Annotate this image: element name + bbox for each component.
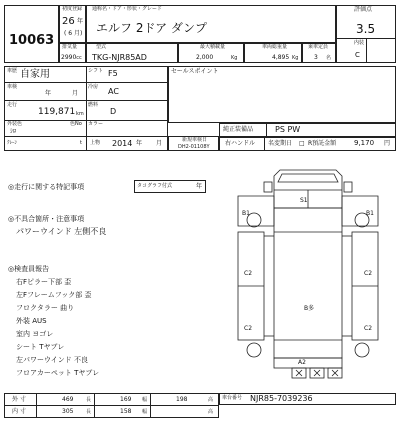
year-value: 26 xyxy=(62,16,75,27)
damage-label: C2 xyxy=(364,270,373,277)
year-unit: 年 xyxy=(77,18,84,25)
gross-weight-value: 4,895 xyxy=(272,54,290,61)
mileage-unit: km xyxy=(76,111,84,117)
inspection-year: 年 xyxy=(45,90,52,97)
lift-year-unit: 年 xyxy=(136,140,143,147)
fuel-value: D xyxy=(110,107,117,116)
capacity-unit: 名 xyxy=(326,55,332,61)
inspect-item: 左パワーウインド 不良 xyxy=(16,356,89,364)
exhaust-value: 2990 xyxy=(61,54,77,61)
outer-width-unit: 幅 xyxy=(142,397,148,403)
damage-label: C2 xyxy=(244,325,253,332)
equip-label: 純正装備品 xyxy=(223,126,254,133)
inspect-item: 外装 AUS xyxy=(16,317,47,325)
inspect-item: 左Fフレームフック部 歪 xyxy=(16,291,92,299)
capacity-label: 乗車定員 xyxy=(308,44,329,50)
color-label: 外装色 xyxy=(7,121,23,127)
color-code-label: 色No xyxy=(70,121,82,127)
recycle-value: 9,170 xyxy=(354,139,375,147)
capacity-value: 3 xyxy=(314,54,318,61)
tacho-label: タコグラフ付式 xyxy=(137,183,173,189)
ac-value: AC xyxy=(108,87,119,96)
defect-item: パワーウインド 左側不良 xyxy=(16,227,107,236)
windshield xyxy=(278,174,338,182)
crane-label: ｸﾚｰﾝ xyxy=(7,140,18,146)
vehicle-diagram xyxy=(218,160,398,390)
outer-height: 198 xyxy=(176,396,188,403)
color-name: ｼﾛ xyxy=(10,128,17,135)
outer-length: 469 xyxy=(62,396,74,403)
lift-month-unit: 月 xyxy=(156,140,163,147)
inner-length-unit: 長 xyxy=(86,409,92,415)
lift-year-label: 上物 xyxy=(90,140,101,146)
exhaust-value-wrap xyxy=(61,55,82,61)
inspection-label: 車検 xyxy=(7,84,18,90)
chassis-label: 車台番号 xyxy=(222,395,243,401)
outer-length-unit: 長 xyxy=(86,397,92,403)
doc-label: 名変期日 xyxy=(268,140,293,147)
inner-width: 158 xyxy=(120,408,132,415)
month-value: 6 xyxy=(68,30,73,37)
defect-title: ◎不具合箇所・注意事項 xyxy=(8,215,85,223)
model-code: TKG-NJR85AD xyxy=(92,53,147,62)
month-unit: 月 xyxy=(74,30,81,37)
inspector-report-title: ◎検査員報告 xyxy=(8,265,50,273)
shift-label: シフト xyxy=(88,68,104,74)
recycle-label: R預託金額 xyxy=(308,140,337,147)
tacho-unit: 年 xyxy=(196,183,203,190)
max-load-unit: Kg xyxy=(231,55,238,61)
rear-right-wheel xyxy=(355,343,369,357)
inspection-month: 月 xyxy=(72,90,79,97)
grade-label: 評価点 xyxy=(354,6,373,13)
handle-label: 右ハンドル xyxy=(225,140,256,147)
recycle-unit: 円 xyxy=(384,140,391,147)
gross-weight-unit: Kg xyxy=(292,55,299,61)
gross-weight-label: 車両総重量 xyxy=(262,44,288,50)
model-name: エルフ 2ドア ダンプ xyxy=(96,21,208,35)
doc-mark-box: □ xyxy=(299,140,305,147)
outer-dim-label: 外 寸 xyxy=(12,396,26,403)
damage-label: A2 xyxy=(298,359,306,366)
inner-dim-label: 内 寸 xyxy=(12,408,26,415)
reg-type-value: 自家用 xyxy=(20,69,50,80)
meter-notes-title: ◎走行に関する特記事項 xyxy=(8,183,85,191)
fuel-label: 燃料 xyxy=(88,102,99,108)
year-label: 初度登録 xyxy=(62,6,83,12)
new-car-value: DH2-01108Y xyxy=(178,144,210,150)
inspect-item: フロアカーペット Tヤブレ xyxy=(16,369,100,377)
outer-height-unit: 高 xyxy=(208,397,214,403)
damage-label: B1 xyxy=(242,210,250,217)
max-load-value: 2,000 xyxy=(196,54,214,61)
new-car-label: 新規車検日 xyxy=(182,137,208,143)
damage-label: C2 xyxy=(364,325,373,332)
color-change-label: カラー xyxy=(88,121,104,127)
model-code-label: 型式 xyxy=(96,44,107,50)
inner-height-unit: 高 xyxy=(208,409,214,415)
inner-width-unit: 幅 xyxy=(142,409,148,415)
chassis-number: NJR85-7039236 xyxy=(250,394,313,403)
lift-unit-label: t xyxy=(80,140,82,146)
exhaust-unit: cc xyxy=(76,55,82,61)
lot-number: 10063 xyxy=(9,33,55,48)
model-label: 通称名・ドア・形状・グレード xyxy=(92,6,162,12)
rear-left-wheel xyxy=(247,343,261,357)
inspect-item: 右Fピラー下部 歪 xyxy=(16,278,72,286)
mileage-value: 119,871 xyxy=(38,107,76,117)
inner-length: 305 xyxy=(62,408,74,415)
tail-gate xyxy=(274,358,342,368)
inspect-item: 室内 ヨゴレ xyxy=(16,330,54,338)
damage-label: B多 xyxy=(304,305,315,312)
max-load-label: 最大積載量 xyxy=(200,44,226,50)
lift-year-value: 2014 xyxy=(112,139,133,148)
inspect-item: シート Tヤブレ xyxy=(16,343,65,351)
interior-label: 内装 xyxy=(354,40,365,46)
damage-label: B1 xyxy=(366,210,374,217)
dump-bed xyxy=(274,208,342,358)
damage-label: C2 xyxy=(244,270,253,277)
sales-point-label: セールスポイント xyxy=(171,68,219,75)
equip-value: PS PW xyxy=(275,125,301,134)
exhaust-label: 排気量 xyxy=(62,44,78,50)
month-value-wrap: ( 6 月) xyxy=(64,30,83,37)
interior-value: C xyxy=(355,51,360,59)
damage-label: S1 xyxy=(300,197,308,204)
reg-type-label: 車歴 xyxy=(7,68,18,74)
grade-value: 3.5 xyxy=(356,22,376,36)
right-mirror xyxy=(344,182,352,192)
shift-value: F5 xyxy=(108,69,118,78)
ac-label: 冷房 xyxy=(88,84,99,90)
outer-width: 169 xyxy=(120,396,132,403)
mileage-label: 走行 xyxy=(7,102,18,108)
left-mirror xyxy=(264,182,272,192)
inspect-item: フロクタラー 曲り xyxy=(16,304,75,312)
